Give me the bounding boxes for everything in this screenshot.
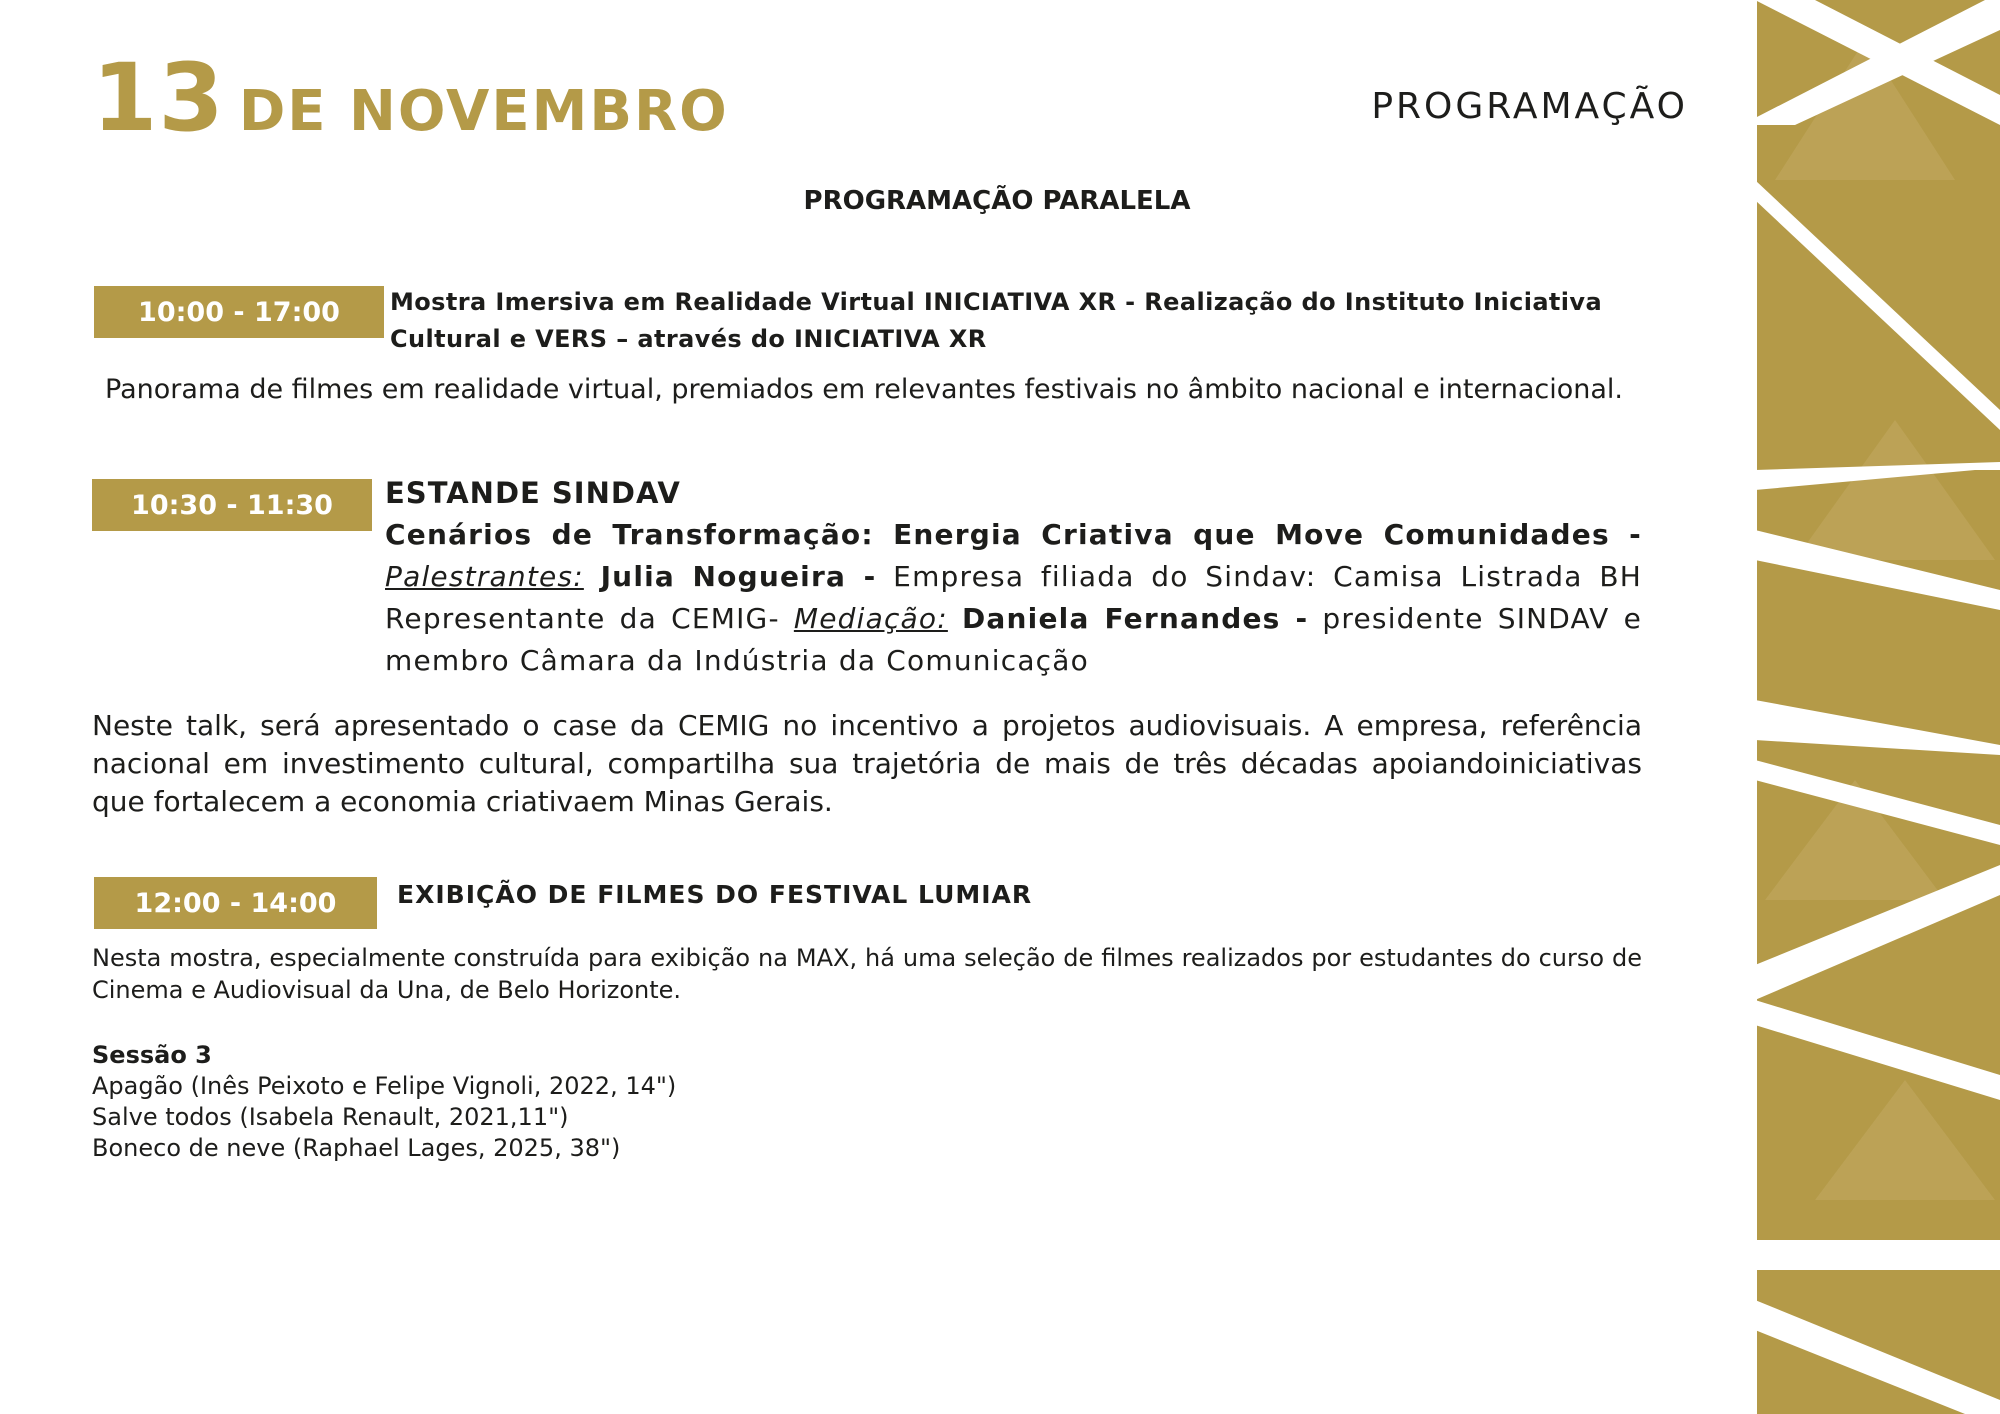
event-2-details xyxy=(385,514,1642,682)
header-label: PROGRAMAÇÃO xyxy=(1371,86,1688,127)
event-1-title-line-1: Mostra Imersiva em Realidade Virtual INICIATIVA XR - Realização do Instituto Iniciativa xyxy=(390,288,1603,316)
event-1-description: Panorama de filmes em realidade virtual, premiados em relevantes festivais no âmbito nacional e internacional. xyxy=(105,374,1624,405)
speakers-label: Palestrantes: xyxy=(385,560,584,593)
event-2-subtitle: Cenários de Transformação: Energia Criativa que Move Comunidades - xyxy=(385,518,1642,551)
time-badge-event-1: 10:00 - 17:00 xyxy=(94,286,384,338)
session-title: Sessão 3 xyxy=(92,1041,212,1069)
decorative-pattern xyxy=(1755,0,2000,1414)
title-month: DE NOVEMBRO xyxy=(238,79,729,144)
film-item: Salve todos (Isabela Renault, 2021,11") xyxy=(92,1103,569,1131)
event-3-title: EXIBIÇÃO DE FILMES DO FESTIVAL LUMIAR xyxy=(397,880,1033,909)
time-badge-event-2: 10:30 - 11:30 xyxy=(92,479,372,531)
film-item: Apagão (Inês Peixoto e Felipe Vignoli, 2022, 14") xyxy=(92,1072,677,1100)
film-item: Boneco de neve (Raphael Lages, 2025, 38") xyxy=(92,1134,621,1162)
speaker-1-text: Empresa filiada do Sindav: Camisa Listrada BH Representante da CEMIG- xyxy=(385,560,1642,635)
section-title: PROGRAMAÇÃO PARALELA xyxy=(803,186,1191,216)
event-2-description: Neste talk, será apresentado o case da CEMIG no incentivo a projetos audiovisuais. A empresa, referência nacional em investimento cultural, compartilha sua trajetória de mais de três décadas apoiandoiniciativas que fortalecem a economia criativaem Minas Gerais. xyxy=(92,709,1642,818)
mediator-text: presidente SINDAV e membro Câmara da Indústria da Comunicação xyxy=(385,602,1643,677)
event-3-description: Nesta mostra, especialmente construída para exibição na MAX, há uma seleção de filmes realizados por estudantes do curso de Cinema e Audiovisual da Una, de Belo Horizonte. xyxy=(92,944,1642,1004)
title-day-number: 13 xyxy=(92,44,225,153)
time-badge-event-3: 12:00 - 14:00 xyxy=(94,877,377,929)
event-1-title xyxy=(390,284,1602,358)
event-2-title: ESTANDE SINDAV xyxy=(385,476,681,510)
mediation-label: Mediação: xyxy=(793,602,948,635)
session-block xyxy=(92,1040,676,1164)
event-1-title-line-2: Cultural e VERS – através do INICIATIVA XR xyxy=(390,325,987,353)
mediator-name: Daniela Fernandes - xyxy=(961,602,1309,635)
page-title xyxy=(92,44,729,167)
speaker-1-name: Julia Nogueira - xyxy=(600,560,877,593)
